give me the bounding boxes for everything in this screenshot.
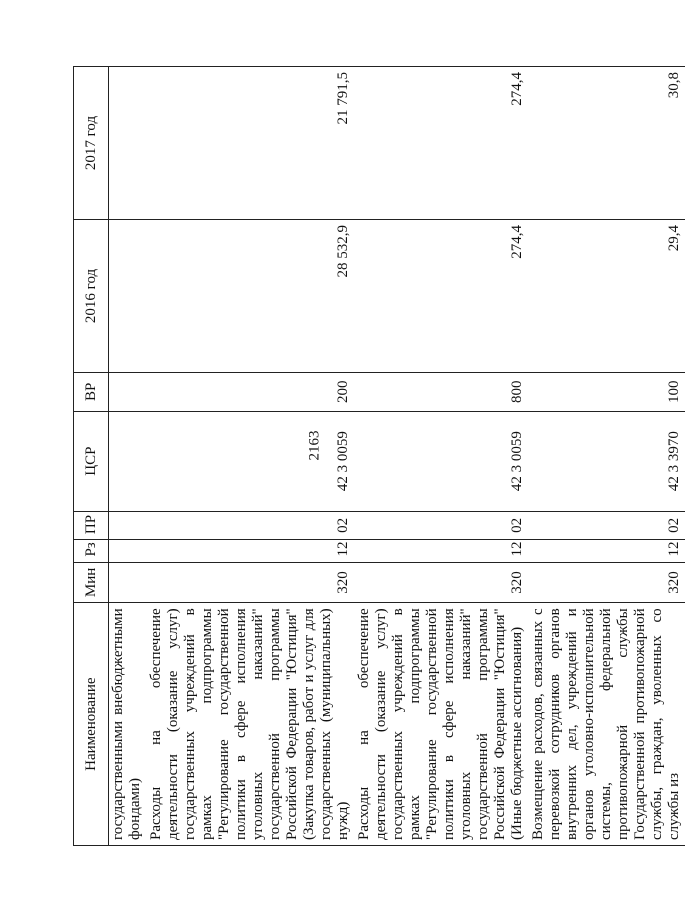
- row-csr: 42 3 0059: [354, 411, 528, 511]
- budget-table-rotated: [73, 66, 682, 846]
- header-vr: ВР: [74, 372, 109, 411]
- row-min: [109, 562, 147, 603]
- row-name: Расходы на обеспечение деятельности (оказание услуг) государственных учреждений в рамках подпрограммы "Регулирование государственной политики в сфере исполнения уголовных наказаний" государственной программы Российской Федерации "Юстиция" (Закупка товаров, работ и услуг для государственных (муниципальных) нужд): [146, 603, 354, 846]
- row-2017: [109, 67, 147, 220]
- row-vr: [109, 372, 147, 411]
- row-2016: 28 532,9: [146, 219, 354, 372]
- table-row: [109, 67, 147, 846]
- budget-table: [73, 66, 685, 846]
- row-2016: [109, 219, 147, 372]
- header-csr: ЦСР: [74, 411, 109, 511]
- row-csr: 42 3 3970: [528, 411, 685, 511]
- row-name: Возмещение расходов, связанных с перевозкой сотрудников органов внутренних дел, учреждений и органов уголовно-исполнительной системы, федеральной противопожарной службы Государственной противопожарной службы, граждан, уволенных со службы из: [528, 603, 685, 846]
- row-rz: [109, 540, 147, 562]
- header-pr: ПР: [74, 511, 109, 540]
- row-name: Расходы на обеспечение деятельности (оказание услуг) государственных учреждений в рамках подпрограммы "Регулирование государственной политики в сфере исполнения уголовных наказаний" государственной программы Российской Федерации "Юстиция" (Иные бюджетные ассигнования): [354, 603, 528, 846]
- row-vr: 800: [354, 372, 528, 411]
- row-rz: 12: [354, 540, 528, 562]
- row-rz: 12: [146, 540, 354, 562]
- header-2017: 2017 год: [74, 67, 109, 220]
- row-pr: 02: [146, 511, 354, 540]
- row-vr: 100: [528, 372, 685, 411]
- row-2017: 30,8: [528, 67, 685, 220]
- table-row: [146, 67, 354, 846]
- table-row: [528, 67, 685, 846]
- header-name: Наименование: [74, 603, 109, 846]
- row-pr: [109, 511, 147, 540]
- row-rz: 12: [528, 540, 685, 562]
- row-pr: 02: [354, 511, 528, 540]
- header-rz: Рз: [74, 540, 109, 562]
- row-2017: 274,4: [354, 67, 528, 220]
- row-min: 320: [528, 562, 685, 603]
- row-2016: 29,4: [528, 219, 685, 372]
- row-pr: 02: [528, 511, 685, 540]
- header-min: Мин: [74, 562, 109, 603]
- page-number: 2163: [306, 430, 323, 461]
- row-vr: 200: [146, 372, 354, 411]
- table-header-row: [74, 67, 109, 846]
- row-csr: 42 3 0059: [146, 411, 354, 511]
- table-row: [354, 67, 528, 846]
- row-min: 320: [354, 562, 528, 603]
- row-min: 320: [146, 562, 354, 603]
- row-2017: 21 791,5: [146, 67, 354, 220]
- row-name: государственными внебюджетными фондами): [109, 603, 147, 846]
- row-csr: [109, 411, 147, 511]
- header-2016: 2016 год: [74, 219, 109, 372]
- row-2016: 274,4: [354, 219, 528, 372]
